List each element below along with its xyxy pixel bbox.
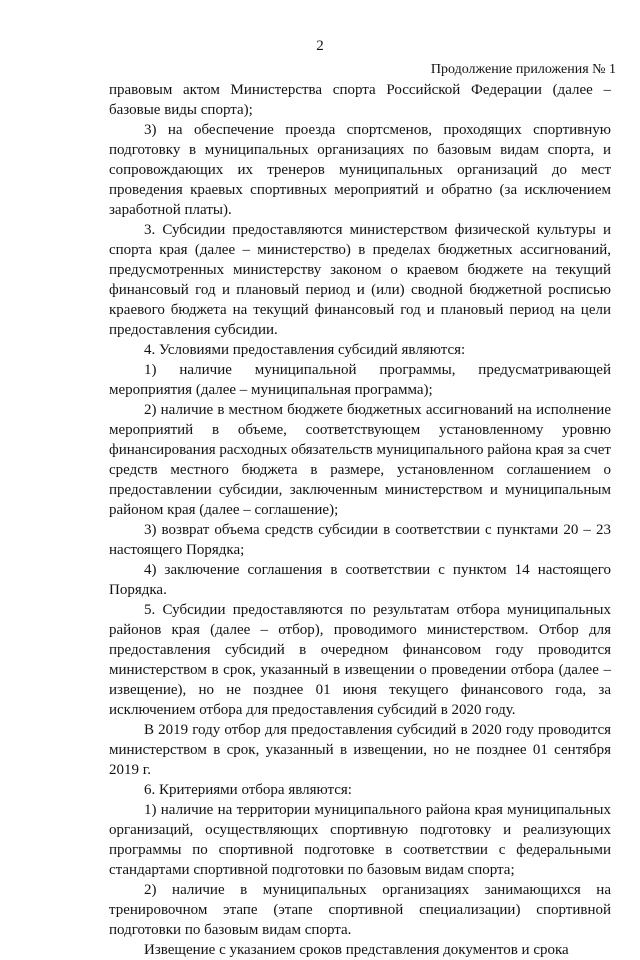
paragraph: 2) наличие в местном бюджете бюджетных ассигнований на исполнение мероприятий в объеме, соответствующем установленному уровню финансирования расходных обязательств муниципального района края за счет средств местного бюджета в размере, установленном соглашением о предоставлении субсидии, заключенным министерством и муниципальным районом края (далее – соглашение); [109, 402, 611, 518]
paragraph: правовым актом Министерства спорта Российской Федерации (далее – базовые виды спорта); [109, 82, 611, 118]
paragraph: В 2019 году отбор для предоставления субсидий в 2020 году проводится министерством в срок, указанный в извещении, но не позднее 01 сентября 2019 г. [109, 722, 611, 778]
paragraph: 6. Критериями отбора являются: [144, 782, 352, 798]
paragraph: 3) на обеспечение проезда спортсменов, проходящих спортивную подготовку в муниципальных организациях по базовым видам спорта, и сопровождающих их тренеров муниципальных организаций до мест проведения краевых спортивных мероприятий и обратно (за исключением заработной платы). [109, 122, 611, 218]
paragraph: 2) наличие в муниципальных организациях занимающихся на тренировочном этапе (этапе спортивной специализации) спортивной подготовки по базовым видам спорта. [109, 882, 611, 938]
document-body [109, 80, 611, 960]
paragraph: 1) наличие муниципальной программы, предусматривающей мероприятия (далее – муниципальная программа); [109, 362, 611, 398]
paragraph: 3. Субсидии предоставляются министерством физической культуры и спорта края (далее – министерство) в пределах бюджетных ассигнований, предусмотренных министерству законом о краевом бюджете на текущий финансовый год и плановый период и (или) сводной бюджетной росписью краевого бюджета на текущий финансовый год и плановый период на цели предоставления субсидии. [109, 222, 611, 338]
appendix-continuation-note: Продолжение приложения № 1 [430, 62, 616, 77]
paragraph: Извещение с указанием сроков представления документов и срока [144, 942, 569, 958]
paragraph: 1) наличие на территории муниципального района края муниципальных организаций, осуществляющих спортивную подготовку и реализующих программы по спортивной подготовке в соответствии с федеральными стандартами спортивной подготовки по базовым видам спорта; [109, 802, 611, 878]
paragraph: 4. Условиями предоставления субсидий являются: [144, 342, 466, 358]
page-number: 2 [316, 38, 324, 54]
paragraph: 3) возврат объема средств субсидии в соответствии с пунктами 20 – 23 настоящего Порядка; [109, 522, 611, 558]
paragraph: 4) заключение соглашения в соответствии с пунктом 14 настоящего Порядка. [109, 562, 611, 598]
paragraph: 5. Субсидии предоставляются по результатам отбора муниципальных районов края (далее – отбор), проводимого министерством. Отбор для предоставления субсидий в очередном финансовом году проводится министерством в срок, указанный в извещении о проведении отбора (далее – извещение), но не позднее 01 июня текущего финансового года, за исключением отбора для предоставления субсидий в 2020 году. [109, 602, 611, 718]
